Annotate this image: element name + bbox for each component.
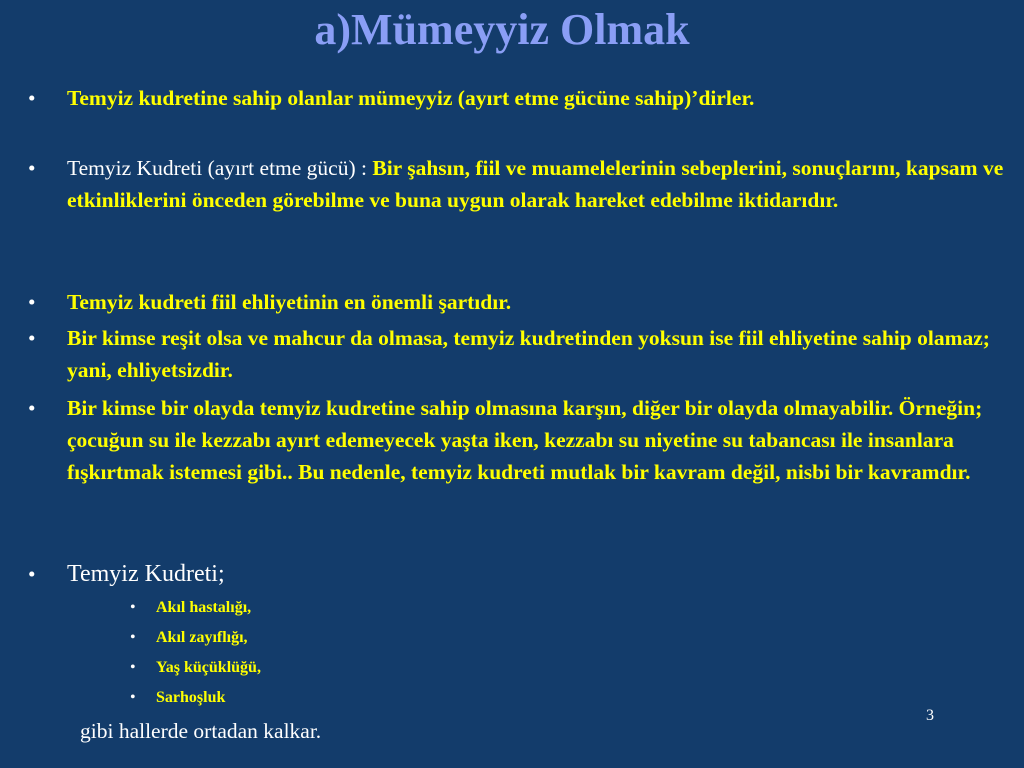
bullet-text: Temyiz Kudreti; (67, 561, 225, 587)
bullet-icon: • (28, 396, 36, 420)
sub-item-text: Sarhoşluk (156, 689, 226, 706)
bullet-item (28, 152, 1012, 216)
bullet-icon: • (28, 326, 36, 350)
sub-item-text: Yaş küçüklüğü, (156, 659, 261, 676)
sub-list-item (130, 688, 226, 708)
bullet-icon: • (28, 86, 36, 110)
bullet-item (28, 82, 1012, 114)
bullet-item (28, 322, 1012, 386)
bullet-icon: • (28, 156, 36, 180)
sub-list-item (130, 598, 252, 618)
bullet-prefix: Temyiz Kudreti (ayırt etme gücü) : (67, 156, 373, 180)
sub-bullet-icon: • (130, 659, 136, 676)
bullet-item (28, 392, 1012, 488)
bullet-text: Bir kimse bir olayda temyiz kudretine sahip olmasına karşın, diğer bir olayda olmayabilir. Örneğin; çocuğun su ile kezzabı ayırt edemeyecek yaşta iken, kezzabı su niyetine su tabancası ile insanlara fışkırtmak istemesi gibi.. Bu nedenle, temyiz kudreti mutlak bir kavram değil, nisbi bir kavramdır. (67, 396, 983, 484)
sub-list-item (130, 628, 248, 648)
closing-text: gibi hallerde ortadan kalkar. (80, 719, 322, 743)
sub-bullet-icon: • (130, 629, 136, 646)
sub-item-text: Akıl zayıflığı, (156, 629, 248, 646)
bullet-item (28, 286, 1012, 318)
bullet-text: Bir şahsın, fiil ve muamelelerinin sebeplerini, sonuçlarını, kapsam ve etkinliklerini önceden görebilme ve buna uygun olarak hareket edebilme iktidarıdır. (67, 156, 1004, 212)
bullet-text: Bir kimse reşit olsa ve mahcur da olmasa, temyiz kudretinden yoksun ise fiil ehliyetine sahip olamaz; yani, ehliyetsizdir. (67, 326, 990, 382)
bullet-icon: • (28, 562, 36, 586)
bullet-icon: • (28, 290, 36, 314)
page-number: 3 (926, 707, 934, 724)
sub-bullet-icon: • (130, 689, 136, 706)
sub-item-text: Akıl hastalığı, (156, 599, 252, 616)
bullet-text: Temyiz kudreti fiil ehliyetinin en önemli şartıdır. (67, 290, 512, 314)
bullet-item (28, 558, 1012, 590)
sub-bullet-icon: • (130, 599, 136, 616)
sub-list-item (130, 658, 261, 678)
slide-title: a)Mümeyyiz Olmak (314, 5, 690, 54)
bullet-text: Temyiz kudretine sahip olanlar mümeyyiz (ayırt etme gücüne sahip)’dirler. (67, 86, 755, 110)
